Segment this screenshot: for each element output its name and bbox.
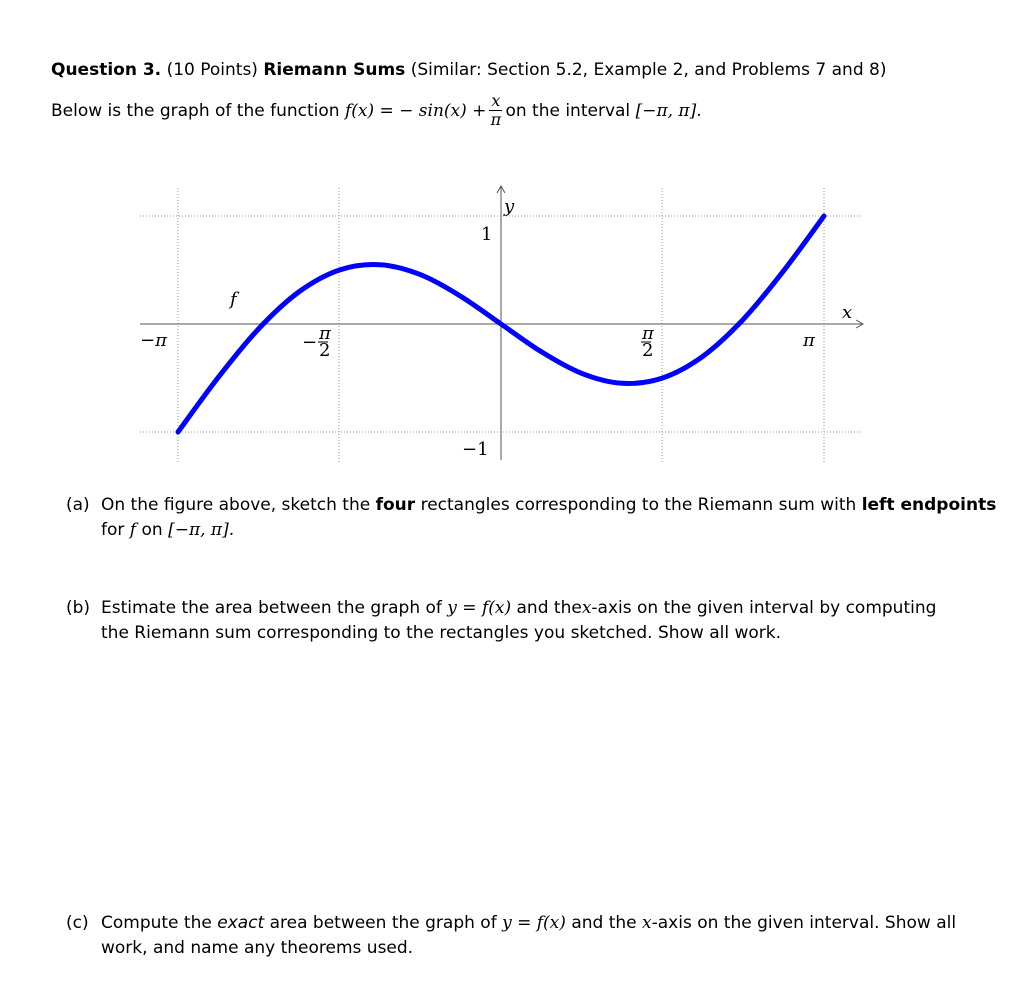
tick-neg-half-pi-den: 2 [319,340,331,361]
part-b-text: -axis on the given interval by computing [591,598,937,618]
intro-interval: [−π, π]. [635,100,702,121]
part-a-emphasis-four: four [375,495,416,515]
part-b-equation: y = f(x) [447,598,512,618]
part-c-emphasis-exact: exact [217,913,265,933]
x-axis-label: x [842,302,853,323]
function-graph [0,0,1024,480]
tick-pi: π [803,330,815,351]
part-a-label: (a) [66,495,90,515]
part-a-text: on [141,520,163,540]
tick-y-one: 1 [481,224,493,245]
fraction-denominator: π [490,110,502,129]
part-b-line1 [101,596,936,621]
part-b-label: (b) [66,598,91,618]
part-a-f: f [129,520,137,540]
part-c-x: x [642,913,652,933]
part-a-interval: [−π, π]. [168,520,235,540]
curve-label: f [230,289,237,310]
tick-half-pi-num: π [642,323,654,344]
tick-half-pi-den: 2 [642,340,654,361]
intro-before: Below is the graph of the function [51,100,340,121]
part-a-text: On the figure above, sketch the [101,495,371,515]
y-axis-label: y [504,196,515,217]
part-a-text: for [101,520,125,540]
part-c-label: (c) [66,913,89,933]
tick-neg-pi: −π [140,330,167,351]
tick-neg-half-pi-sign: − [302,332,318,353]
intro-after: on the interval [505,100,631,121]
part-c-text: area between the graph of [269,913,497,933]
part-c-text: and the [571,913,637,933]
part-a-line2 [101,518,234,543]
part-a-text: rectangles corresponding to the Riemann sum with [420,495,857,515]
tick-y-neg-one: −1 [462,439,489,460]
part-b-text: and the [516,598,582,618]
part-b-x: x [581,598,592,618]
part-c-line1 [101,911,956,936]
fraction-numerator: x [491,91,501,110]
question-label: Question 3. [51,60,162,80]
part-a-line1 [101,493,996,518]
part-a-emphasis-left-endpoints: left endpoints [861,495,997,515]
part-c-text: -axis on the given interval. Show all [651,913,957,933]
function-definition: f(x) = − sin(x) + [344,100,487,121]
question-topic: Riemann Sums [263,60,406,80]
part-c-text: Compute the [101,913,212,933]
tick-neg-half-pi-num: π [319,323,331,344]
part-c-equation: y = f(x) [502,913,566,933]
part-b-text: Estimate the area between the graph of [101,598,442,618]
part-c-line2: work, and name any theorems used. [101,938,414,958]
part-b-line2: the Riemann sum corresponding to the rectangles you sketched. Show all work. [101,623,782,643]
question-reference: (Similar: Section 5.2, Example 2, and Problems 7 and 8) [410,60,887,80]
question-points: (10 Points) [166,60,258,80]
